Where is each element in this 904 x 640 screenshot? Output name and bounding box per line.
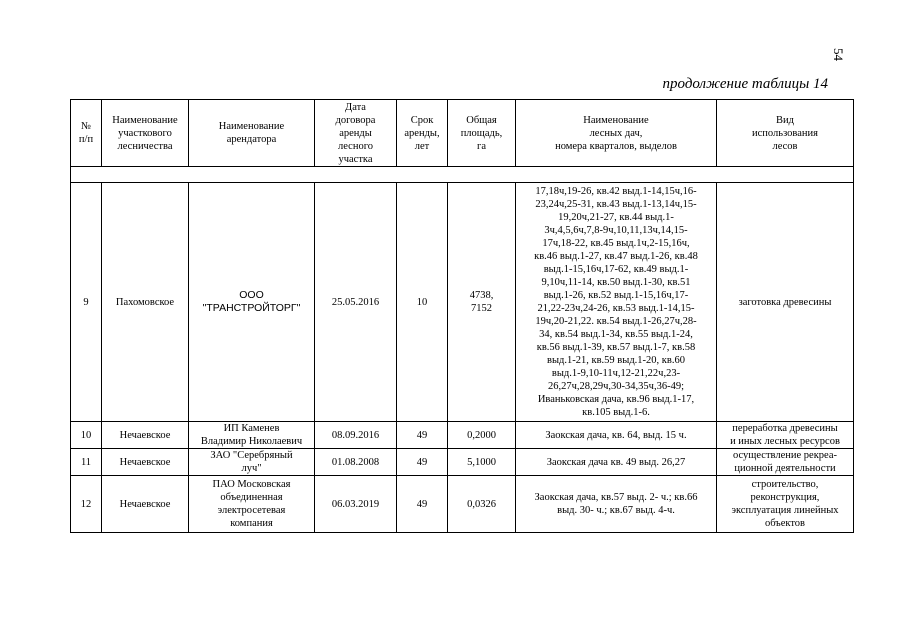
cell-forest-lands: Заокская дача, кв. 64, выд. 15 ч. [516, 422, 717, 449]
cell-tenant: ПАО Московская объединенная электросетевая компания [189, 476, 315, 533]
cell-forest-use: переработка древесины и иных лесных ресурсов [717, 422, 854, 449]
cell-total-area: 5,1000 [448, 449, 516, 476]
cell-lease-term: 49 [397, 422, 448, 449]
table-continuation-caption: продолжение таблицы 14 [662, 76, 828, 92]
cell-total-area: 4738, 7152 [448, 183, 516, 422]
cell-forestry: Нечаевское [102, 476, 189, 533]
cell-total-area: 0,0326 [448, 476, 516, 533]
cell-number: 9 [71, 183, 102, 422]
page-number: 54 [831, 48, 846, 61]
cell-contract-date: 06.03.2019 [315, 476, 397, 533]
cell-lease-term: 49 [397, 449, 448, 476]
spacer-cell [71, 167, 854, 183]
cell-forest-use: заготовка древесины [717, 183, 854, 422]
cell-forest-use: строительство, реконструкция, эксплуатация линейных объектов [717, 476, 854, 533]
table-row [71, 476, 854, 533]
cell-forest-use: осуществление рекреа- ционной деятельности [717, 449, 854, 476]
header-forestry: Наименование участкового лесничества [102, 100, 189, 167]
cell-forest-lands: Заокская дача, кв.57 выд. 2- ч.; кв.66 выд. 30- ч.; кв.67 выд. 4-ч. [516, 476, 717, 533]
cell-number: 10 [71, 422, 102, 449]
header-number: № п/п [71, 100, 102, 167]
header-tenant: Наименование арендатора [189, 100, 315, 167]
cell-forest-lands: Заокская дача кв. 49 выд. 26,27 [516, 449, 717, 476]
cell-number: 12 [71, 476, 102, 533]
cell-tenant: ЗАО "Серебряный луч" [189, 449, 315, 476]
cell-contract-date: 25.05.2016 [315, 183, 397, 422]
cell-contract-date: 01.08.2008 [315, 449, 397, 476]
header-contract-date: Дата договора аренды лесного участка [315, 100, 397, 167]
table-row [71, 183, 854, 422]
cell-total-area: 0,2000 [448, 422, 516, 449]
table-row [71, 422, 854, 449]
cell-tenant: ИП Каменев Владимир Николаевич [189, 422, 315, 449]
table-row [71, 449, 854, 476]
cell-contract-date: 08.09.2016 [315, 422, 397, 449]
lease-table [70, 99, 854, 533]
cell-forestry: Пахомовское [102, 183, 189, 422]
header-total-area: Общая площадь, га [448, 100, 516, 167]
table-spacer-row [71, 167, 854, 183]
cell-forestry: Нечаевское [102, 422, 189, 449]
cell-lease-term: 49 [397, 476, 448, 533]
header-forest-use: Вид использования лесов [717, 100, 854, 167]
cell-number: 11 [71, 449, 102, 476]
cell-tenant: ООО "ТРАНСТРОЙТОРГ" [189, 183, 315, 422]
cell-forest-lands: 17,18ч,19-26, кв.42 выд.1-14,15ч,16- 23,24ч,25-31, кв.43 выд.1-13,14ч,15- 19,20ч,21-27, кв.44 выд.1- 3ч,4,5,6ч,7,8-9ч,10,11,13ч,14,15- 17ч,18-22, кв.45 выд.1ч,2-15,16ч, кв.46 выд.1-27, кв.47 выд.1-26, кв.48 выд.1-15,16ч,17-62, кв.49 выд.1- 9,10ч,11-14, кв.50 выд.1-30, кв.51 выд.1-26, кв.52 выд.1-15,16ч,17- 21,22-23ч,24-26, кв.53 выд.1-14,15- 19ч,20-21,22. кв.54 выд.1-26,27ч,28- 34, кв.54 выд.1-34, кв.55 выд.1-24, кв.56 выд.1-39, кв.57 выд.1-7, кв.58 выд.1-21, кв.59 выд.1-20, кв.60 выд.1-9,10-11ч,12-21,22ч,23- 26,27ч,28,29ч,30-34,35ч,36-49; Иваньковская дача, кв.96 выд.1-17, кв.105 выд.1-6. [516, 183, 717, 422]
cell-forestry: Нечаевское [102, 449, 189, 476]
table-header-row [71, 100, 854, 167]
header-lease-term: Срок аренды, лет [397, 100, 448, 167]
header-forest-lands: Наименование лесных дач, номера кварталов, выделов [516, 100, 717, 167]
cell-lease-term: 10 [397, 183, 448, 422]
